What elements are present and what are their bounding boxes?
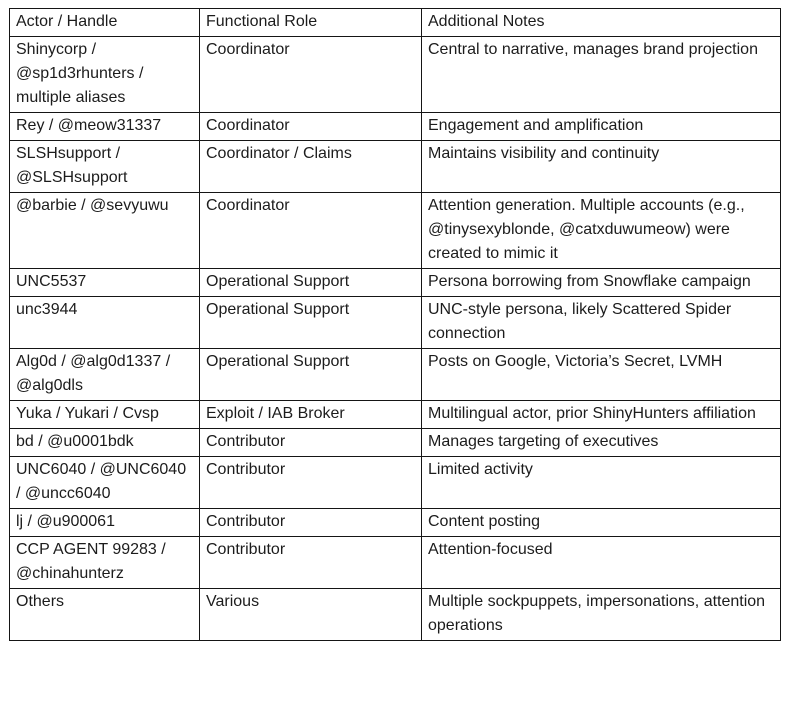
notes-cell: Multilingual actor, prior ShinyHunters affiliation [422, 401, 781, 429]
table-row [10, 537, 781, 589]
role-cell: Coordinator / Claims [200, 141, 422, 193]
role-cell: Contributor [200, 457, 422, 509]
role-cell: Coordinator [200, 113, 422, 141]
actor-cell: Shinycorp / @sp1d3rhunters / multiple aliases [10, 37, 200, 113]
notes-cell: UNC-style persona, likely Scattered Spider connection [422, 297, 781, 349]
actor-cell: UNC6040 / @UNC6040 / @uncc6040 [10, 457, 200, 509]
table-row [10, 349, 781, 401]
actor-cell: unc3944 [10, 297, 200, 349]
table-row [10, 589, 781, 641]
table-row [10, 113, 781, 141]
table-row [10, 269, 781, 297]
header-row [10, 9, 781, 37]
actor-cell: Rey / @meow31337 [10, 113, 200, 141]
notes-cell: Content posting [422, 509, 781, 537]
role-cell: Contributor [200, 537, 422, 589]
role-cell: Exploit / IAB Broker [200, 401, 422, 429]
actor-cell: Alg0d / @alg0d1337 / @alg0dls [10, 349, 200, 401]
notes-cell: Attention generation. Multiple accounts (e.g., @tinysexyblonde, @catxduwumeow) were created to mimic it [422, 193, 781, 269]
notes-cell: Posts on Google, Victoria’s Secret, LVMH [422, 349, 781, 401]
column-header-functional-role: Functional Role [200, 9, 422, 37]
table-row [10, 297, 781, 349]
role-cell: Contributor [200, 509, 422, 537]
notes-cell: Maintains visibility and continuity [422, 141, 781, 193]
notes-cell: Engagement and amplification [422, 113, 781, 141]
notes-cell: Manages targeting of executives [422, 429, 781, 457]
table-row [10, 401, 781, 429]
role-cell: Coordinator [200, 193, 422, 269]
table-row [10, 193, 781, 269]
table-row [10, 37, 781, 113]
role-cell: Various [200, 589, 422, 641]
table-body [10, 37, 781, 641]
notes-cell: Persona borrowing from Snowflake campaign [422, 269, 781, 297]
actors-table [9, 8, 781, 641]
actor-cell: CCP AGENT 99283 / @chinahunterz [10, 537, 200, 589]
role-cell: Operational Support [200, 297, 422, 349]
table-row [10, 429, 781, 457]
actor-cell: Others [10, 589, 200, 641]
table-row [10, 141, 781, 193]
actor-cell: bd / @u0001bdk [10, 429, 200, 457]
role-cell: Operational Support [200, 349, 422, 401]
notes-cell: Central to narrative, manages brand projection [422, 37, 781, 113]
table-row [10, 457, 781, 509]
role-cell: Contributor [200, 429, 422, 457]
actor-cell: SLSHsupport / @SLSHsupport [10, 141, 200, 193]
actor-cell: lj / @u900061 [10, 509, 200, 537]
actor-cell: UNC5537 [10, 269, 200, 297]
actor-cell: @barbie / @sevyuwu [10, 193, 200, 269]
notes-cell: Attention-focused [422, 537, 781, 589]
notes-cell: Multiple sockpuppets, impersonations, attention operations [422, 589, 781, 641]
column-header-additional-notes: Additional Notes [422, 9, 781, 37]
role-cell: Operational Support [200, 269, 422, 297]
notes-cell: Limited activity [422, 457, 781, 509]
actor-cell: Yuka / Yukari / Cvsp [10, 401, 200, 429]
column-header-actor-handle: Actor / Handle [10, 9, 200, 37]
table-row [10, 509, 781, 537]
role-cell: Coordinator [200, 37, 422, 113]
